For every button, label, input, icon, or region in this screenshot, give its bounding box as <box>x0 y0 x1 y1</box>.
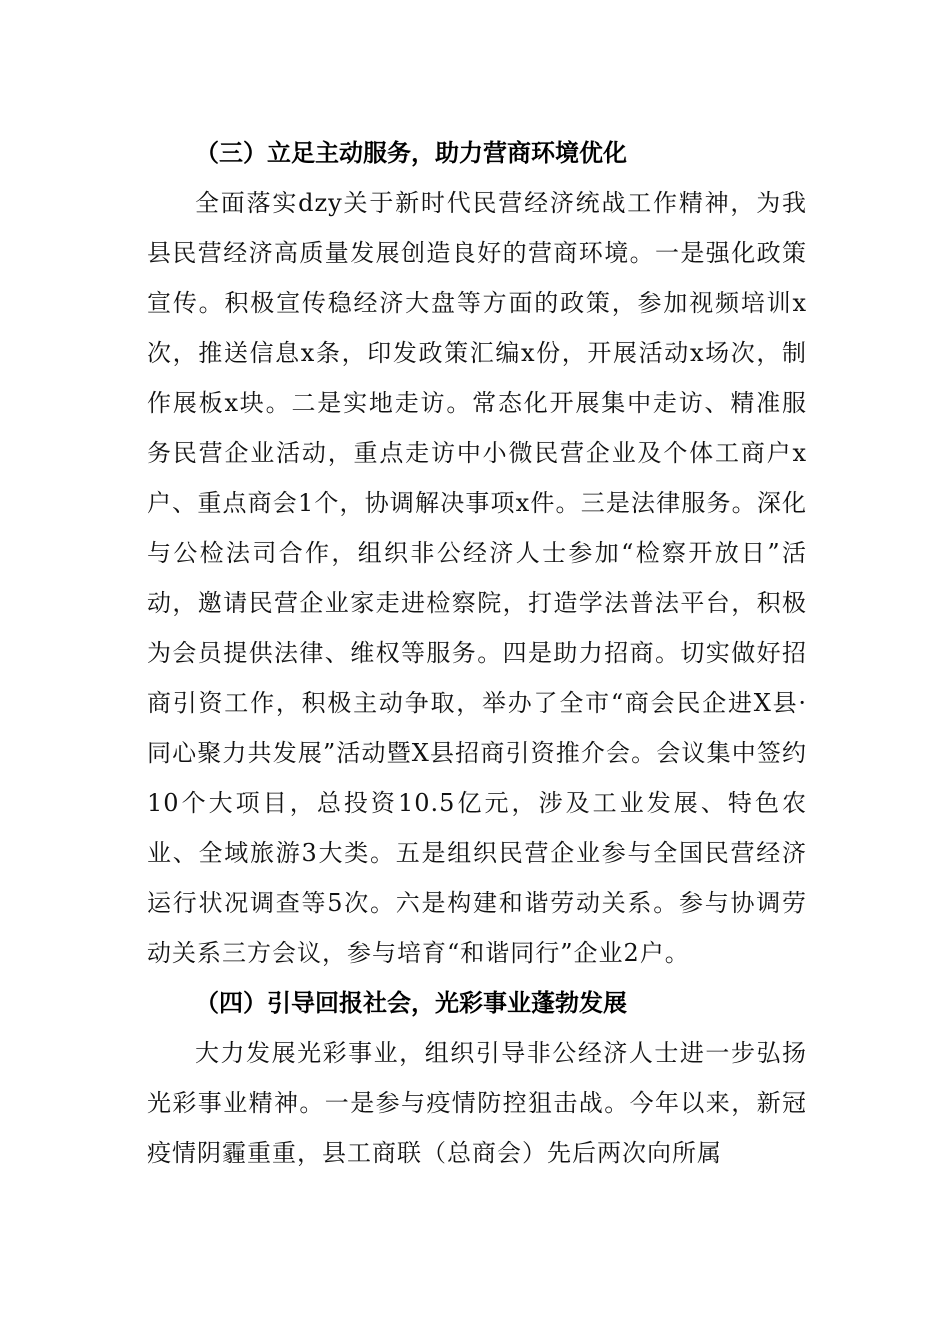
document-body <box>147 128 807 1178</box>
section-heading-4: （四）引导回报社会，光彩事业蓬勃发展 <box>195 989 627 1017</box>
section-paragraph-4: 大力发展光彩事业，组织引导非公经济人士进一步弘扬光彩事业精神。一是参与疫情防控狙击战。今年以来，新冠疫情阴霾重重，县工商联（总商会）先后两次向所属 <box>147 1039 807 1167</box>
section-paragraph-3: 全面落实dzy关于新时代民营经济统战工作精神，为我县民营经济高质量发展创造良好的营商环境。一是强化政策宣传。积极宣传稳经济大盘等方面的政策，参加视频培训x次，推送信息x条，印发政策汇编x份，开展活动x场次，制作展板x块。二是实地走访。常态化开展集中走访、精准服务民营企业活动，重点走访中小微民营企业及个体工商户x户、重点商会1个，协调解决事项x件。三是法律服务。深化与公检法司合作，组织非公经济人士参加“检察开放日”活动，邀请民营企业家走进检察院，打造学法普法平台，积极为会员提供法律、维权等服务。四是助力招商。切实做好招商引资工作，积极主动争取，举办了全市“商会民企进X县·同心聚力共发展”活动暨X县招商引资推介会。会议集中签约10个大项目，总投资10.5亿元，涉及工业发展、特色农业、全域旅游3大类。五是组织民营企业参与全国民营经济运行状况调查等5次。六是构建和谐劳动关系。参与协调劳动关系三方会议，参与培育“和谐同行”企业2户。 <box>147 189 807 967</box>
section-heading-3: （三）立足主动服务，助力营商环境优化 <box>195 139 627 167</box>
